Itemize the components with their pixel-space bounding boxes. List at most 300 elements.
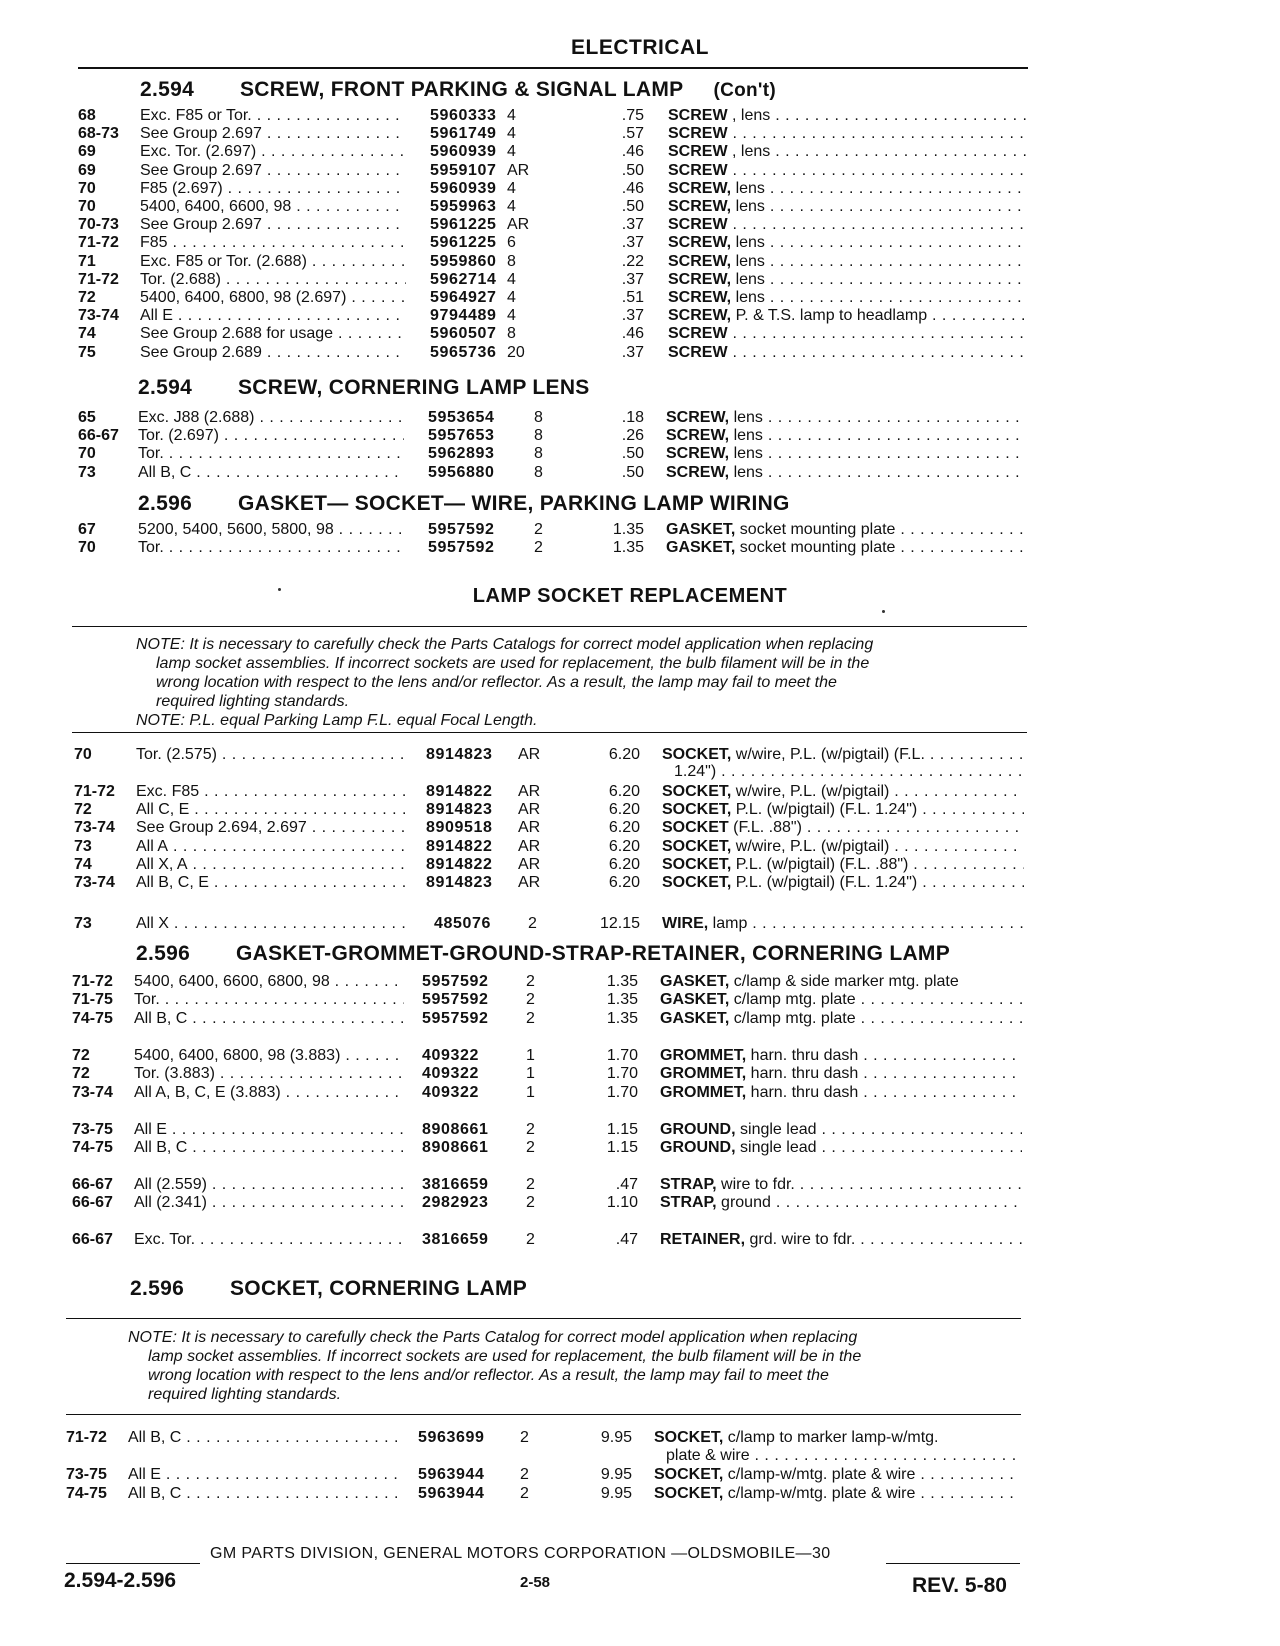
price: .51 [621, 289, 644, 306]
table-row [0, 1428, 1280, 1447]
description [662, 818, 1024, 837]
table-row [0, 855, 1280, 874]
price: 1.70 [606, 1083, 638, 1101]
model-year: 66-67 [78, 427, 119, 445]
application: See Group 2.694, 2.697 . . . [136, 818, 406, 837]
description [660, 1230, 1022, 1249]
section-continued: (Con't) [713, 80, 776, 101]
price: 9.95 [600, 1484, 632, 1502]
description [666, 444, 1026, 463]
description [662, 782, 1024, 801]
part-detail: harn. thru dash . . . [746, 1065, 1022, 1082]
part-detail: grd. wire to fdr. . . . [745, 1231, 1022, 1248]
quantity: 2 [526, 1139, 535, 1156]
model-year: 71-72 [74, 782, 115, 800]
part-detail: c/lamp-w/mtg. plate & wire . . . [723, 1466, 1016, 1483]
quantity: 2 [526, 973, 535, 990]
section-heading [136, 942, 950, 966]
part-name: SOCKET, [662, 782, 732, 800]
table-row [0, 1175, 1280, 1194]
quantity: 2 [520, 1466, 529, 1484]
note-block [128, 1328, 861, 1404]
part-detail: P.L. (w/pigtail) (F.L. 1.24") . . . [731, 801, 1024, 818]
application: All B, C . . . [128, 1428, 400, 1447]
description [668, 197, 1028, 216]
model-year: 73 [74, 837, 92, 855]
price: 6.20 [608, 874, 640, 892]
part-detail: lens . . . [731, 198, 1028, 215]
part-detail: socket mounting plate . . . [735, 539, 1026, 556]
price: 1.35 [612, 539, 644, 557]
part-number: 8908661 [422, 1120, 489, 1138]
quantity: AR [518, 782, 541, 800]
part-name: GROUND, [660, 1139, 736, 1156]
footer-page-number: 2-58 [520, 1574, 551, 1591]
application: See Group 2.697 . . . [140, 124, 406, 143]
part-name: GASKET, [660, 991, 730, 1009]
part-detail: P. & T.S. lamp to headlamp . . . [731, 307, 1028, 324]
part-number: 5962714 [430, 270, 497, 288]
model-year: 73 [74, 915, 92, 932]
part-detail [728, 325, 1028, 342]
part-number: 9794489 [430, 307, 497, 325]
section-title: GASKET— SOCKET— WIRE, PARKING LAMP WIRING [238, 492, 790, 515]
model-year: 74 [74, 855, 92, 873]
price: .47 [615, 1176, 638, 1193]
part-name: SOCKET, [662, 746, 732, 763]
model-year: 73-74 [72, 1083, 113, 1101]
part-number: 485076 [434, 915, 491, 932]
description [668, 233, 1028, 252]
price: 1.10 [606, 1194, 638, 1212]
application: All B, C, E . . . [136, 873, 406, 892]
description [654, 1484, 1016, 1503]
part-number: 2982923 [422, 1194, 489, 1212]
note-block [136, 635, 873, 730]
note-line: lamp socket assemblies. If incorrect sockets are used for replacement, the bulb filament will be in the [156, 655, 870, 672]
quantity: AR [518, 819, 541, 837]
section-number: 2.594 [140, 78, 195, 101]
quantity: AR [518, 837, 541, 855]
table-row [0, 745, 1280, 764]
description [660, 972, 1022, 991]
application: See Group 2.688 for usage . . . [140, 324, 406, 343]
scan-speck [882, 610, 885, 613]
description [668, 124, 1028, 143]
part-number: 5960333 [430, 107, 497, 124]
description [668, 106, 1028, 125]
description [660, 1193, 1022, 1212]
part-number: 5961225 [430, 216, 497, 234]
quantity: 4 [507, 289, 516, 306]
part-detail: P.L. (w/pigtail) (F.L. .88") . . . [731, 856, 1024, 873]
part-detail: c/lamp-w/mtg. plate & wire . . . [723, 1485, 1016, 1502]
description-continuation: plate & wire . . . [666, 1447, 1016, 1465]
part-name: SOCKET, [662, 837, 732, 855]
part-name: SCREW, [668, 252, 732, 270]
table-row [0, 520, 1280, 539]
quantity: 8 [507, 325, 516, 343]
part-number: 3816659 [422, 1231, 489, 1249]
footer-division: GM PARTS DIVISION, GENERAL MOTORS CORPORATION —OLDSMOBILE—30 [210, 1545, 831, 1562]
part-detail: , lens . . . [728, 107, 1028, 124]
quantity: AR [507, 161, 530, 179]
part-detail: lens . . . [731, 271, 1028, 288]
description [662, 855, 1024, 874]
application: See Group 2.689 . . . [140, 343, 406, 362]
part-name: SOCKET, [654, 1484, 724, 1502]
part-detail: c/lamp & side marker mtg. plate [729, 973, 959, 990]
description [668, 324, 1028, 343]
model-year: 71-72 [66, 1429, 107, 1446]
table-row [0, 873, 1280, 892]
model-year: 72 [74, 800, 92, 818]
description [662, 745, 1024, 764]
part-name: SOCKET, [662, 800, 732, 818]
part-name: SCREW [668, 143, 728, 161]
table-row [0, 1009, 1280, 1028]
section-heading [130, 1277, 527, 1301]
part-number: 5962893 [428, 445, 495, 463]
quantity: 2 [526, 1231, 535, 1249]
table-row [0, 215, 1280, 234]
price: 9.95 [600, 1429, 632, 1446]
table-row [0, 972, 1280, 991]
model-year: 70 [78, 179, 96, 197]
application: F85 (2.697) . . . [140, 179, 406, 198]
part-number: 5953654 [428, 409, 495, 426]
part-name: GROMMET, [660, 1046, 747, 1064]
model-year: 73-75 [72, 1120, 113, 1138]
model-year: 66-67 [72, 1194, 113, 1212]
part-name: GASKET, [666, 539, 736, 557]
table-row [0, 1193, 1280, 1212]
price: 1.15 [606, 1120, 638, 1138]
price: .37 [621, 343, 644, 361]
description [660, 1138, 1022, 1157]
application: Exc. Tor. (2.697) . . . [140, 142, 406, 161]
quantity: 2 [526, 1194, 535, 1212]
table-row [0, 233, 1280, 252]
quantity: 2 [520, 1484, 529, 1502]
description [668, 252, 1028, 271]
part-name: SOCKET, [654, 1466, 724, 1484]
part-number: 3816659 [422, 1176, 489, 1193]
application: Tor. (3.883) . . . [134, 1064, 404, 1083]
part-name: SOCKET, [662, 855, 732, 873]
quantity: 2 [526, 1009, 535, 1027]
part-name: GROMMET, [660, 1083, 747, 1101]
part-detail: lens . . . [731, 289, 1028, 306]
table-row [0, 270, 1280, 289]
part-detail: harn. thru dash . . . [746, 1084, 1022, 1101]
part-name: SCREW, [666, 445, 730, 463]
table-row [0, 782, 1280, 801]
application: All E . . . [128, 1465, 400, 1484]
part-number: 8914822 [426, 782, 493, 800]
application: All C, E . . . [136, 800, 406, 819]
note-line: lamp socket assemblies. If incorrect sockets are used for replacement, the bulb filament will be in the [148, 1348, 862, 1365]
price: 1.35 [606, 991, 638, 1009]
table-row [0, 914, 1280, 933]
application: Exc. Tor. . . . [134, 1230, 404, 1249]
footer-revision: REV. 5-80 [912, 1574, 1007, 1597]
price: 6.20 [608, 819, 640, 837]
table-row [0, 990, 1280, 1009]
part-name: SCREW [668, 107, 728, 124]
scan-speck [278, 588, 281, 591]
quantity: AR [518, 855, 541, 873]
price: .26 [621, 427, 644, 445]
model-year: 66-67 [72, 1176, 113, 1193]
part-number: 5960939 [430, 179, 497, 197]
quantity: 8 [534, 427, 543, 445]
quantity: 1 [526, 1046, 535, 1064]
note-rule [66, 1414, 1021, 1415]
model-year: 70 [78, 539, 96, 557]
part-name: SCREW, [666, 463, 730, 481]
part-detail: lens . . . [729, 427, 1026, 444]
part-number: 8914822 [426, 837, 493, 855]
application: Tor. . . . [134, 990, 404, 1009]
part-number: 5957592 [422, 991, 489, 1009]
note-line: NOTE: P.L. equal Parking Lamp F.L. equal Focal Length. [136, 712, 538, 729]
part-number: 409322 [422, 1065, 479, 1083]
table-row [0, 538, 1280, 557]
part-detail: w/wire, P.L. (w/pigtail) . . . [731, 783, 1024, 800]
model-year: 66-67 [72, 1231, 113, 1249]
part-name: SCREW [668, 343, 728, 361]
model-year: 74-75 [66, 1484, 107, 1502]
note-line: wrong location with respect to the lens and/or reflector. As a result, the lamp may fail to meet the [156, 674, 837, 691]
table-row [0, 324, 1280, 343]
model-year: 73 [78, 463, 96, 481]
part-name: STRAP, [660, 1176, 717, 1193]
price: 6.20 [608, 782, 640, 800]
price: 1.35 [612, 521, 644, 538]
table-row [0, 818, 1280, 837]
table-row [0, 161, 1280, 180]
quantity: AR [507, 216, 530, 234]
part-detail: w/wire, P.L. (w/pigtail) . . . [731, 838, 1024, 855]
part-number: 8914823 [426, 874, 493, 892]
part-name: SCREW, [668, 198, 732, 215]
model-year: 71-72 [72, 973, 113, 990]
part-number: 5957592 [428, 521, 495, 538]
table-row [0, 1230, 1280, 1249]
part-name: WIRE, [662, 915, 709, 932]
quantity: 4 [507, 107, 516, 124]
part-detail [728, 344, 1028, 361]
table-row [0, 1120, 1280, 1139]
quantity: 2 [526, 1176, 535, 1193]
quantity: 2 [526, 1120, 535, 1138]
part-detail: c/lamp mtg. plate . . . [729, 991, 1022, 1008]
part-number: 8909518 [426, 819, 493, 837]
table-row [0, 1064, 1280, 1083]
section-title: GASKET-GROMMET-GROUND-STRAP-RETAINER, CORNERING LAMP [236, 942, 951, 965]
quantity: 4 [507, 143, 516, 161]
model-year: 72 [72, 1065, 90, 1083]
part-number: 5957653 [428, 427, 495, 445]
model-year: 73-74 [74, 819, 115, 837]
section-title: SCREW, CORNERING LAMP LENS [238, 376, 590, 399]
part-number: 5960939 [430, 143, 497, 161]
application: All B, C . . . [138, 463, 404, 482]
quantity: 2 [526, 991, 535, 1009]
price: 6.20 [608, 800, 640, 818]
part-name: GROUND, [660, 1120, 736, 1138]
table-row [0, 197, 1280, 216]
part-name: SCREW, [668, 179, 732, 197]
note-line: NOTE: It is necessary to carefully check the Parts Catalog for correct model application when replacing [128, 1329, 858, 1346]
note-rule [66, 1318, 1021, 1319]
quantity: 8 [534, 445, 543, 463]
part-detail: harn. thru dash . . . [746, 1047, 1022, 1064]
price: .47 [615, 1231, 638, 1249]
note-line: NOTE: It is necessary to carefully check the Parts Catalogs for correct model application when replacing [136, 636, 874, 653]
application: Exc. F85 . . . [136, 782, 406, 801]
model-year: 71-72 [78, 270, 119, 288]
part-detail: lens . . . [731, 180, 1028, 197]
quantity: 2 [534, 521, 543, 538]
description [662, 800, 1024, 819]
section-number: 2.596 [138, 492, 193, 515]
model-year: 71-75 [72, 991, 113, 1009]
description [662, 837, 1024, 856]
price: .75 [621, 107, 644, 124]
part-number: 5961225 [430, 234, 497, 252]
price: 6.20 [608, 746, 640, 763]
table-row [0, 444, 1280, 463]
application: Tor. (2.688) . . . [140, 270, 406, 289]
part-detail: lamp . . . [708, 915, 1024, 932]
application: All (2.559) . . . [134, 1175, 404, 1194]
model-year: 74-75 [72, 1009, 113, 1027]
part-detail: c/lamp mtg. plate . . . [729, 1010, 1022, 1027]
model-year: 71 [78, 252, 96, 270]
application: All A, B, C, E (3.883) . . . [134, 1083, 404, 1102]
note-line: wrong location with respect to the lens and/or reflector. As a result, the lamp may fail to meet the [148, 1367, 829, 1384]
price: .18 [621, 409, 644, 426]
price: .37 [621, 307, 644, 325]
price: .22 [621, 252, 644, 270]
price: .46 [621, 325, 644, 343]
part-detail: lens . . . [729, 464, 1026, 481]
part-number: 8914822 [426, 855, 493, 873]
table-row [0, 1046, 1280, 1065]
part-number: 5959963 [430, 198, 497, 215]
note-rule [72, 626, 1027, 627]
part-name: SCREW [668, 216, 728, 234]
description [666, 408, 1026, 427]
quantity: 4 [507, 125, 516, 143]
part-number: 8914823 [426, 800, 493, 818]
application: Tor. . . . [138, 538, 404, 557]
part-name: GROMMET, [660, 1065, 747, 1083]
model-year: 74 [78, 325, 96, 343]
description [654, 1428, 1016, 1447]
part-number: 8908661 [422, 1139, 489, 1156]
application: 5400, 6400, 6600, 6800, 98 . . . [134, 972, 404, 991]
section-number: 2.594 [138, 376, 193, 399]
table-row [0, 179, 1280, 198]
part-detail: w/wire, P.L. (w/pigtail) (F.L. . . . [731, 746, 1024, 763]
model-year: 71-72 [78, 234, 119, 252]
part-detail: lens . . . [729, 409, 1026, 426]
part-number: 5957592 [428, 539, 495, 557]
application: F85 . . . [140, 233, 406, 252]
model-year: 73-75 [66, 1466, 107, 1484]
application: 5400, 6400, 6800, 98 (2.697) . . . [140, 288, 406, 307]
description [662, 873, 1024, 892]
description [668, 270, 1028, 289]
quantity: 2 [520, 1429, 529, 1446]
description [660, 1009, 1022, 1028]
quantity: 1 [526, 1065, 535, 1083]
table-row [0, 343, 1280, 362]
table-row [0, 1465, 1280, 1484]
footer-group-range: 2.594-2.596 [64, 1569, 177, 1592]
part-number: 5956880 [428, 463, 495, 481]
section-title: SOCKET, CORNERING LAMP [230, 1277, 528, 1300]
subsection-title: LAMP SOCKET REPLACEMENT [472, 585, 788, 607]
price: 12.15 [599, 915, 640, 932]
price: .46 [621, 143, 644, 161]
part-number: 5961749 [430, 125, 497, 143]
model-year: 73-74 [74, 874, 115, 892]
price: 1.35 [606, 973, 638, 990]
description [662, 914, 1024, 933]
part-number: 409322 [422, 1083, 479, 1101]
part-number: 8914823 [426, 746, 493, 763]
price: 1.70 [606, 1046, 638, 1064]
price: .50 [621, 445, 644, 463]
part-name: SCREW [668, 125, 728, 143]
application: All B, C . . . [134, 1138, 404, 1157]
table-row [0, 837, 1280, 856]
part-number: 5964927 [430, 289, 497, 306]
part-detail: socket mounting plate . . . [735, 521, 1026, 538]
application: Exc. F85 or Tor. (2.688) . . . [140, 252, 406, 271]
application: See Group 2.697 . . . [140, 215, 406, 234]
description [668, 288, 1028, 307]
part-number: 5959860 [430, 252, 497, 270]
table-row [0, 252, 1280, 271]
quantity: 4 [507, 198, 516, 215]
part-detail: ground . . . [717, 1194, 1022, 1211]
section-number: 2.596 [136, 942, 191, 965]
page-header: ELECTRICAL [571, 36, 709, 59]
part-detail [728, 162, 1028, 179]
part-name: SCREW, [666, 427, 730, 445]
part-name: GASKET, [666, 521, 736, 538]
part-name: SCREW [668, 325, 728, 343]
section-number: 2.596 [130, 1277, 185, 1300]
section-heading [140, 78, 776, 102]
price: .37 [621, 216, 644, 234]
application: All X . . . [136, 914, 406, 933]
part-detail: P.L. (w/pigtail) (F.L. 1.24") . . . [731, 874, 1024, 891]
model-year: 73-74 [78, 307, 119, 325]
price: .50 [621, 161, 644, 179]
description [660, 990, 1022, 1009]
description [668, 215, 1028, 234]
section-heading [138, 492, 790, 516]
model-year: 74-75 [72, 1139, 113, 1156]
part-detail: c/lamp to marker lamp-w/mtg. [723, 1429, 939, 1446]
part-name: SCREW, [668, 234, 732, 252]
